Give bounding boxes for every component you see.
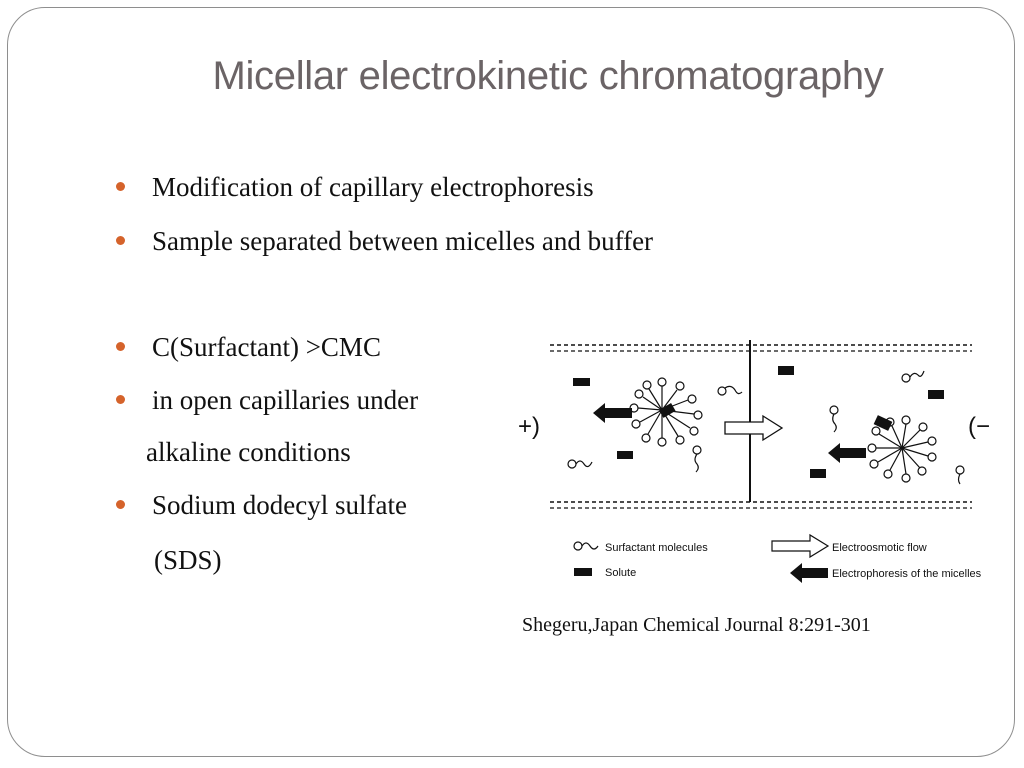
solute: [810, 469, 826, 478]
legend-eof-arrow: [772, 535, 828, 557]
bullet-item-3: C(Surfactant) >CMC: [152, 332, 381, 362]
mekc-diagram: [510, 330, 990, 590]
legend-micelle-electrophoresis-arrow: [790, 563, 828, 583]
bullet-item-1: Modification of capillary electrophoresis: [152, 172, 594, 202]
micelle-electrophoresis-arrow: [593, 403, 632, 423]
solute: [778, 366, 794, 375]
slide-title: Micellar electrokinetic chromatography: [212, 54, 884, 98]
micelle-electrophoresis-arrow: [828, 443, 866, 463]
cathode-label: (−: [968, 413, 990, 440]
legend-surfactant-label: Surfactant molecules: [605, 542, 708, 554]
bullet-continuation-2: (SDS): [154, 545, 222, 575]
solute: [928, 390, 944, 399]
legend-eof-label: Electroosmotic flow: [832, 542, 927, 554]
solute: [573, 378, 590, 386]
bullet-item-5: Sodium dodecyl sulfate: [152, 490, 407, 520]
bullet-dot: [116, 342, 125, 351]
legend-surfactant: [574, 542, 598, 550]
electroosmotic-flow-arrow: [725, 416, 782, 440]
legend-micelle-electrophoresis-label: Electrophoresis of the micelles: [832, 568, 982, 580]
solute: [617, 451, 633, 459]
bullet-continuation-1: alkaline conditions: [146, 437, 351, 467]
legend-solute-swatch: [574, 568, 592, 576]
bullet-dot: [116, 395, 125, 404]
bullet-dot: [116, 236, 125, 245]
bullet-dot: [116, 182, 125, 191]
bullet-dot: [116, 500, 125, 509]
anode-label: +): [518, 413, 541, 440]
bullet-item-2: Sample separated between micelles and buffer: [152, 226, 654, 256]
legend-solute-label: Solute: [605, 567, 637, 579]
bullet-item-4: in open capillaries under: [152, 385, 419, 415]
citation: Shegeru,Japan Chemical Journal 8:291-301: [522, 614, 871, 636]
